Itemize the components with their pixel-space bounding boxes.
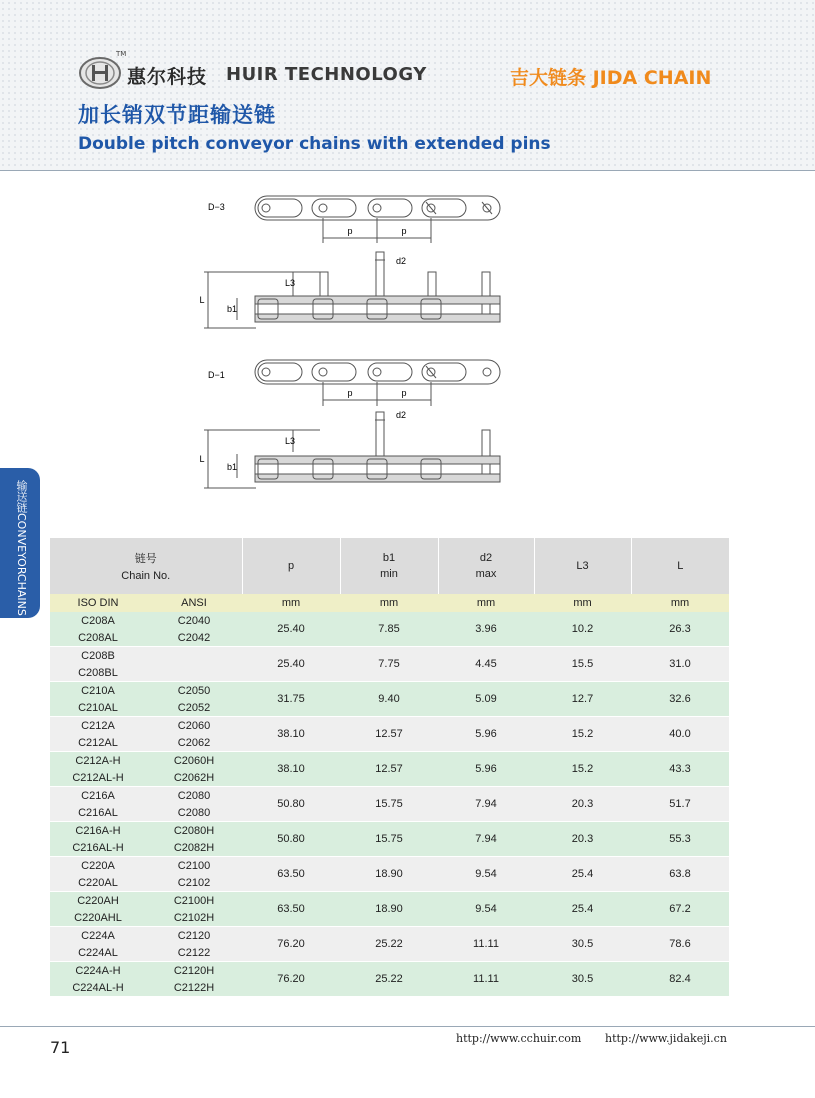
cell-iso: C224AL-H	[50, 979, 146, 996]
cell-L3: 25.4	[534, 857, 631, 892]
cell-iso: C210AL	[50, 699, 146, 717]
header-chain-cn: 链号	[134, 553, 157, 565]
table-header-row	[50, 538, 729, 594]
header-b1-label: b1	[382, 552, 396, 564]
unit-L: mm	[631, 594, 729, 612]
cell-ansi: C2042	[146, 629, 242, 647]
cell-d2: 4.45	[438, 647, 534, 682]
cell-iso: C220AH	[50, 892, 146, 910]
cell-p: 76.20	[242, 962, 340, 997]
unit-b1: mm	[340, 594, 438, 612]
table-row	[50, 682, 729, 700]
cell-iso: C208B	[50, 647, 146, 665]
cell-p: 38.10	[242, 752, 340, 787]
header-L: L	[631, 538, 729, 594]
cell-ansi: C2120	[146, 927, 242, 945]
cell-ansi: C2102	[146, 874, 242, 892]
label-L-1: L	[199, 295, 205, 305]
cell-p: 63.50	[242, 857, 340, 892]
unit-p: mm	[242, 594, 340, 612]
cell-ansi: C2040	[146, 612, 242, 629]
cell-ansi: C2102H	[146, 909, 242, 927]
page-title-cn: 加长销双节距输送链	[78, 103, 276, 127]
label-d2-1: d2	[396, 256, 407, 266]
table-row	[50, 752, 729, 770]
cell-d2: 7.94	[438, 822, 534, 857]
footer-divider	[0, 1026, 815, 1027]
cell-iso: C216A	[50, 787, 146, 805]
header-b1	[340, 538, 438, 594]
cell-ansi: C2122	[146, 944, 242, 962]
cell-ansi: C2120H	[146, 962, 242, 980]
cell-ansi	[146, 664, 242, 682]
label-L3-1: L3	[284, 278, 296, 288]
cell-p: 76.20	[242, 927, 340, 962]
label-d1: D−1	[208, 370, 225, 380]
cell-d2: 9.54	[438, 892, 534, 927]
header-p: p	[242, 538, 340, 594]
cell-iso: C208A	[50, 612, 146, 629]
header-chain-no	[50, 538, 242, 594]
side-tab-label: 输送链CONVEYORCHAINS	[15, 480, 28, 616]
cell-d2: 5.96	[438, 717, 534, 752]
table-row	[50, 857, 729, 875]
label-L3-2: L3	[284, 436, 296, 446]
label-b1-2: b1	[226, 462, 238, 472]
cell-b1: 15.75	[340, 787, 438, 822]
cell-d2: 5.09	[438, 682, 534, 717]
unit-L3: mm	[534, 594, 631, 612]
cell-ansi: C2100	[146, 857, 242, 875]
header-d2-label: d2	[479, 552, 493, 564]
cell-ansi: C2052	[146, 699, 242, 717]
cell-d2: 9.54	[438, 857, 534, 892]
cell-L: 67.2	[631, 892, 729, 927]
chain-diagram	[190, 180, 520, 500]
cell-ansi: C2080	[146, 804, 242, 822]
cell-b1: 7.75	[340, 647, 438, 682]
page-number: 71	[50, 1038, 71, 1057]
cell-d2: 3.96	[438, 612, 534, 647]
cell-p: 25.40	[242, 612, 340, 647]
cell-b1: 18.90	[340, 892, 438, 927]
label-L-2: L	[199, 454, 205, 464]
cell-L3: 15.2	[534, 752, 631, 787]
cell-iso: C216AL	[50, 804, 146, 822]
header-b1-min: min	[380, 568, 398, 580]
cell-ansi: C2122H	[146, 979, 242, 996]
cell-ansi: C2060	[146, 717, 242, 735]
cell-iso: C212A	[50, 717, 146, 735]
cell-L3: 20.3	[534, 787, 631, 822]
cell-iso: C220AHL	[50, 909, 146, 927]
cell-L: 63.8	[631, 857, 729, 892]
spec-table	[50, 538, 729, 996]
cell-ansi: C2100H	[146, 892, 242, 910]
d1-top-view	[255, 360, 500, 406]
cell-L: 26.3	[631, 612, 729, 647]
header-L3: L3	[534, 538, 631, 594]
cell-b1: 15.75	[340, 822, 438, 857]
cell-L3: 10.2	[534, 612, 631, 647]
cell-L: 40.0	[631, 717, 729, 752]
cell-ansi: C2062H	[146, 769, 242, 787]
cell-L3: 15.5	[534, 647, 631, 682]
trademark: TM	[116, 50, 127, 58]
cell-d2: 11.11	[438, 962, 534, 997]
table-row	[50, 892, 729, 910]
cell-b1: 18.90	[340, 857, 438, 892]
cell-d2: 5.96	[438, 752, 534, 787]
label-p-3: p	[347, 388, 353, 398]
label-p-2: p	[401, 226, 407, 236]
cell-L: 78.6	[631, 927, 729, 962]
header-chain-en: Chain No.	[121, 570, 171, 582]
cell-ansi: C2082H	[146, 839, 242, 857]
table-row	[50, 647, 729, 665]
unit-d2: mm	[438, 594, 534, 612]
cell-iso: C212AL	[50, 734, 146, 752]
cell-iso: C220A	[50, 857, 146, 875]
cell-iso: C208AL	[50, 629, 146, 647]
cell-b1: 25.22	[340, 962, 438, 997]
cell-L3: 12.7	[534, 682, 631, 717]
header-d2	[438, 538, 534, 594]
cell-p: 50.80	[242, 787, 340, 822]
cell-L3: 30.5	[534, 927, 631, 962]
cell-iso: C208BL	[50, 664, 146, 682]
label-d2-2: d2	[396, 410, 407, 420]
jida-chain-brand: 吉大链条 JIDA CHAIN	[510, 67, 712, 89]
cell-L3: 30.5	[534, 962, 631, 997]
cell-ansi: C2060H	[146, 752, 242, 770]
table-row	[50, 962, 729, 980]
cell-L3: 25.4	[534, 892, 631, 927]
cell-b1: 12.57	[340, 752, 438, 787]
label-p-1: p	[347, 226, 353, 236]
label-b1-1: b1	[226, 304, 238, 314]
cell-L: 55.3	[631, 822, 729, 857]
cell-L: 32.6	[631, 682, 729, 717]
cell-iso: C224A-H	[50, 962, 146, 980]
cell-iso: C224AL	[50, 944, 146, 962]
cell-ansi: C2062	[146, 734, 242, 752]
d3-side-view	[204, 252, 500, 328]
label-d3: D−3	[208, 202, 225, 212]
cell-iso: C210A	[50, 682, 146, 700]
footer-url-jidakeji[interactable]: http://www.jidakeji.cn	[605, 1032, 727, 1045]
table-row	[50, 717, 729, 735]
unit-ansi: ANSI	[146, 594, 242, 612]
table-row	[50, 927, 729, 945]
table-row	[50, 822, 729, 840]
cell-iso: C212AL-H	[50, 769, 146, 787]
page-title-en: Double pitch conveyor chains with extended pins	[78, 134, 551, 154]
header-d2-max: max	[475, 568, 497, 580]
cell-ansi: C2080	[146, 787, 242, 805]
cell-iso: C216A-H	[50, 822, 146, 840]
cell-iso: C220AL	[50, 874, 146, 892]
cell-iso: C212A-H	[50, 752, 146, 770]
footer-url-cchuir[interactable]: http://www.cchuir.com	[456, 1032, 582, 1045]
header-divider	[0, 170, 815, 171]
table-row	[50, 612, 729, 629]
units-row	[50, 594, 729, 612]
d3-top-view	[255, 196, 500, 243]
cell-L: 51.7	[631, 787, 729, 822]
table-row	[50, 787, 729, 805]
d1-side-view	[204, 412, 500, 488]
cell-d2: 11.11	[438, 927, 534, 962]
cell-ansi: C2050	[146, 682, 242, 700]
cell-L: 43.3	[631, 752, 729, 787]
cell-b1: 25.22	[340, 927, 438, 962]
cell-b1: 12.57	[340, 717, 438, 752]
cell-iso: C224A	[50, 927, 146, 945]
cell-L: 82.4	[631, 962, 729, 997]
brand-name-en: HUIR TECHNOLOGY	[226, 64, 427, 85]
cell-p: 50.80	[242, 822, 340, 857]
brand-name-cn: 惠尔科技	[127, 66, 208, 88]
huir-logo-icon	[78, 56, 122, 90]
cell-b1: 9.40	[340, 682, 438, 717]
cell-p: 31.75	[242, 682, 340, 717]
cell-p: 25.40	[242, 647, 340, 682]
cell-ansi	[146, 647, 242, 665]
cell-L: 31.0	[631, 647, 729, 682]
cell-L3: 15.2	[534, 717, 631, 752]
unit-iso: ISO DIN	[50, 594, 146, 612]
cell-p: 38.10	[242, 717, 340, 752]
cell-p: 63.50	[242, 892, 340, 927]
cell-d2: 7.94	[438, 787, 534, 822]
cell-iso: C216AL-H	[50, 839, 146, 857]
cell-b1: 7.85	[340, 612, 438, 647]
cell-ansi: C2080H	[146, 822, 242, 840]
cell-L3: 20.3	[534, 822, 631, 857]
label-p-4: p	[401, 388, 407, 398]
